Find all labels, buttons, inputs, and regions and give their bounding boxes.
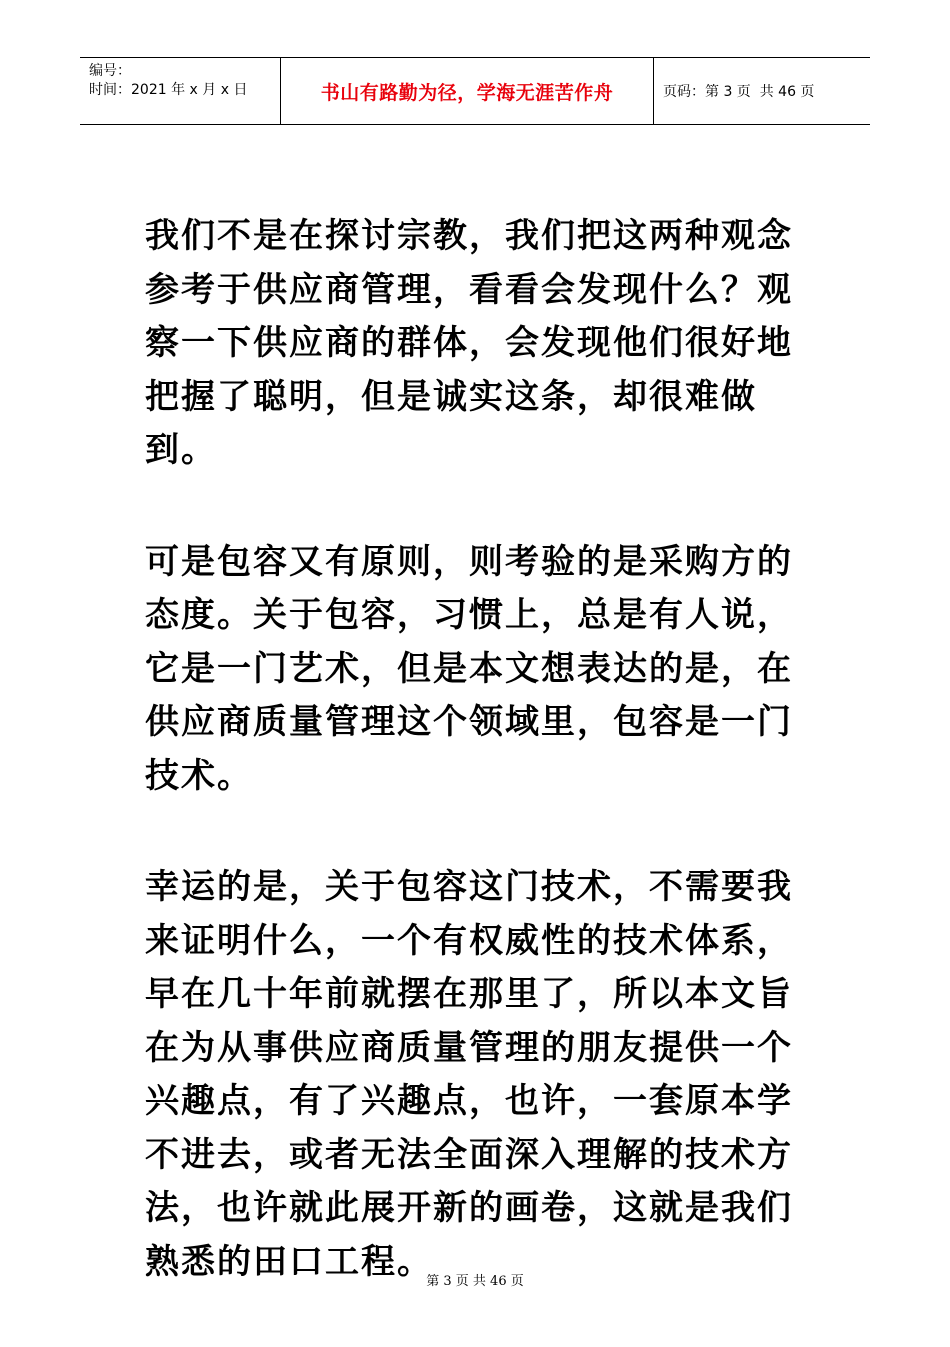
page-info-text: 页码：第 3 页 共 46 页 xyxy=(663,84,815,100)
footer-page-number: 第 3 页 共 46 页 xyxy=(426,1274,524,1289)
body-paragraph-2: 可是包容又有原则，则考验的是采购方的态度。关于包容，习惯上，总是有人说，它是一门艺术，但是本文想表达的是，在供应商质量管理这个领域里，包容是一门技术。 xyxy=(145,541,793,796)
header-page-info xyxy=(654,58,870,124)
body-paragraph-1: 我们不是在探讨宗教，我们把这两种观念参考于供应商管理，看看会发现什么？观察一下供应商的群体，会发现他们很好地把握了聪明，但是诚实这条，却很难做到。 xyxy=(145,216,793,470)
page-footer xyxy=(0,1270,950,1289)
page-header xyxy=(80,57,870,125)
document-number-label: 编号： xyxy=(89,63,131,79)
document-body xyxy=(145,210,821,1347)
document-time-label: 时间：2021 年 x 月 x 日 xyxy=(89,82,248,98)
header-meta xyxy=(80,58,281,124)
header-motto xyxy=(281,58,654,124)
motto-text: 书山有路勤为径，学海无涯苦作舟 xyxy=(320,81,614,104)
body-paragraph-3: 幸运的是，关于包容这门技术，不需要我来证明什么，一个有权威性的技术体系，早在几十年前就摆在那里了，所以本文旨在为从事供应商质量管理的朋友提供一个 兴趣点，有了兴趣点，也许，一套原本学不进去，或者无法全面深入理解的技术方法，也许就此展开新的画卷，这就是我们熟悉的田口工程。 xyxy=(145,867,821,1282)
